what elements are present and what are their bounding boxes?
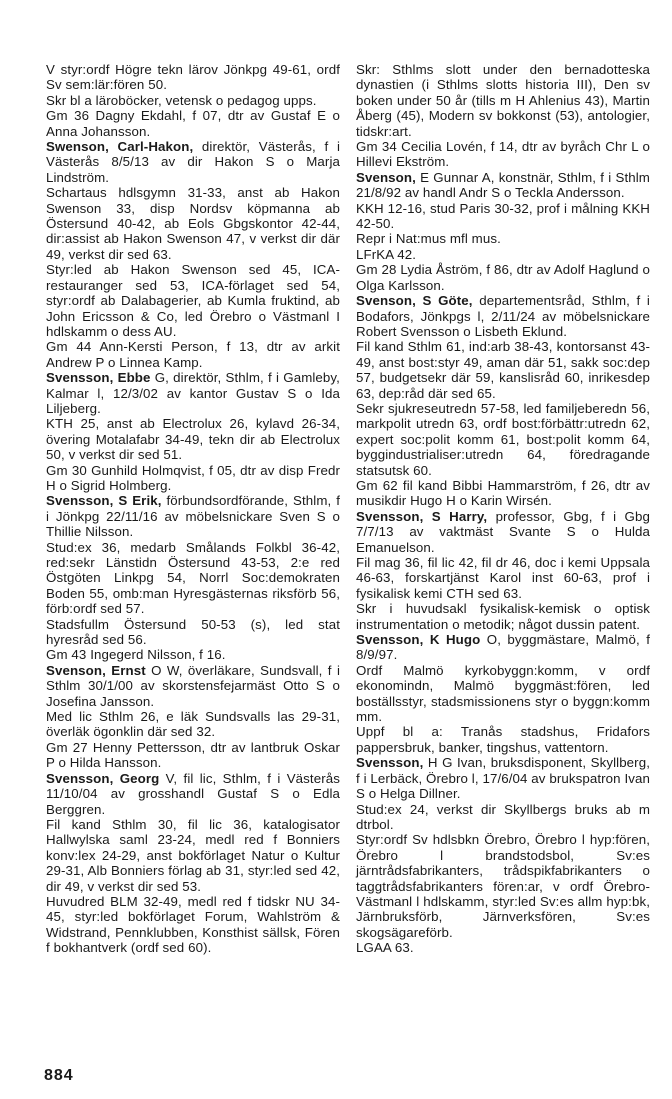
entry-paragraph: [356, 555, 650, 601]
entry-text: E Gunnar A, konstnär, Sthlm, f i Sthlm 21/8/92 av handl Andr S o Teckla Andersson.: [356, 169, 650, 201]
entry-text: O, byggmästare, Malmö, f 8/9/97.: [356, 632, 650, 663]
entry-text: V styr:ordf Högre tekn lärov Jönkpg 49-61, ordf Sv sem:lär:fören 50.: [46, 62, 340, 93]
entry-paragraph: [46, 540, 340, 617]
entry-paragraph: [356, 339, 650, 401]
entry-text: Gm 62 fil kand Bibbi Hammarström, f 26, dtr av musikdir Hugo H o Karin Wirsén.: [356, 477, 650, 509]
entry-text: Fil mag 36, fil lic 42, fil dr 46, doc i kemi Uppsala 46-63, forskartjänst Karol inst 60-63, prof i fysikalisk kemi CTH sed 63.: [356, 555, 650, 601]
entry-text: V, fil lic, Sthlm, f i Västerås 11/10/04 av grosshandl Gustaf S o Edla Berggren.: [46, 770, 340, 817]
entry-text: Gm 27 Henny Pettersson, dtr av lantbruk Oskar P o Hilda Hansson.: [46, 739, 340, 771]
entry-paragraph: [356, 802, 650, 833]
entry-paragraph: [356, 62, 650, 139]
entry-text: Gm 34 Cecilia Lovén, f 14, dtr av byråch Chr L o Hillevi Ekström.: [356, 139, 650, 170]
entry-heading: Svenson, S Göte,: [356, 293, 473, 309]
entry-text: Stud:ex 24, verkst dir Skyllbergs bruks ab m dtrbol.: [356, 801, 650, 832]
entry-text: Gm 43 Ingegerd Nilsson, f 16.: [46, 647, 226, 663]
entry-paragraph: [356, 170, 650, 201]
entry-paragraph: [46, 339, 340, 370]
entry-text: KTH 25, anst ab Electrolux 26, kylavd 26-34, övering Motalafabr 34-49, tekn dir ab Electrolux 50, v verkst dir sed 51.: [46, 416, 340, 463]
entry-heading: Svensson, K Hugo: [356, 632, 481, 648]
entry-text: Stud:ex 36, medarb Smålands Folkbl 36-42, red:sekr Länstidn Östersund 43-53, 2:e red Östgöten Linkpg 54, Norrl Soc:demokraten Boden 55, omb:man Hyresgästernas riksförb 56, förb:ordf sed 57.: [46, 539, 340, 617]
entry-paragraph: [46, 262, 340, 339]
entry-paragraph: [46, 463, 340, 494]
entry-text: Uppf bl a: Tranås stadshus, Fridafors pappersbruk, banker, tingshus, vattentorn.: [356, 724, 650, 755]
entry-paragraph: [356, 663, 650, 725]
entry-paragraph: [356, 478, 650, 509]
entry-heading: Svensson,: [356, 755, 424, 771]
entry-paragraph: [356, 755, 650, 801]
entry-paragraph: [46, 740, 340, 771]
entry-text: Fil kand Sthlm 30, fil lic 36, katalogisator Hallwylska saml 23-24, medl red f Bonniers konv:lex 24-29, anst bokförlaget Natur o Kultur 29-31, Alb Bonniers förlag ab 31, styr:led sed 42, dir 49, v verkst dir sed 53.: [46, 816, 340, 894]
entry-paragraph: [356, 247, 650, 262]
entry-paragraph: [356, 201, 650, 232]
entry-text: Repr i Nat:mus mfl mus.: [356, 231, 501, 247]
entry-text: direktör, Västerås, f i Västerås 8/5/13 av dir Hakon S o Marja Lindström.: [46, 139, 340, 185]
entry-paragraph: [356, 262, 650, 293]
entry-paragraph: [46, 647, 340, 662]
entry-text: Stadsfullm Östersund 50-53 (s), led stat hyresråd sed 56.: [46, 616, 340, 648]
entry-text: Skr: Sthlms slott under den bernadotteska dynastien (i Sthlms slotts historia III), Den sv boken under 50 år (tills m H Ahlenius 43), Martin Åberg (45), Modern sv bokkonst (53), antologier, tidskr:art.: [356, 62, 650, 139]
entry-paragraph: [46, 62, 340, 93]
entry-text: O W, överläkare, Sundsvall, f i Sthlm 30/1/00 av skorstensfejarmäst Otto S o Josefina Jansson.: [46, 662, 340, 709]
entry-paragraph: [356, 724, 650, 755]
entry-text: LFrKA 42.: [356, 246, 417, 262]
entry-paragraph: [46, 817, 340, 894]
entry-text: förbundsordförande, Sthlm, f i Jönkpg 22/11/16 av möbelsnickare Sven S o Thillie Nilsson.: [46, 493, 340, 540]
entry-paragraph: [46, 663, 340, 709]
entry-text: Gm 30 Gunhild Holmqvist, f 05, dtr av disp Fredr H o Sigrid Holmberg.: [46, 462, 340, 493]
entry-heading: Svensson, S Harry,: [356, 508, 488, 524]
entry-text: departementsråd, Sthlm, f i Bodafors, Jönkpgs l, 2/11/24 av möbelsnickare Robert Svensson o Lisbeth Eklund.: [356, 293, 650, 339]
entry-paragraph: [46, 139, 340, 185]
entry-paragraph: [46, 370, 340, 416]
entry-heading: Svenson, Ernst: [46, 662, 146, 678]
entry-paragraph: [356, 632, 650, 663]
entry-paragraph: [356, 601, 650, 632]
entry-paragraph: [356, 401, 650, 478]
entry-paragraph: [356, 231, 650, 246]
entry-text: Gm 28 Lydia Åström, f 86, dtr av Adolf Haglund o Olga Karlsson.: [356, 262, 650, 293]
left-column: [46, 62, 340, 956]
entry-paragraph: [356, 293, 650, 339]
page-number: 884: [44, 1067, 74, 1084]
entry-paragraph: [46, 93, 340, 108]
entry-text: Huvudred BLM 32-49, medl red f tidskr NU 34-45, styr:led bokförlaget Forum, Wahlström & Widstrand, Pennklubben, Konsthist sällsk, Fören f bokhantverk (ordf sed 60).: [46, 893, 340, 956]
entry-paragraph: [46, 493, 340, 539]
entry-text: LGAA 63.: [356, 940, 414, 956]
entry-text: Ordf Malmö kyrkobyggn:komm, v ordf ekonomindn, Malmö byggmäst:fören, led boställsstyr, stadsmissionens styr o byggn:komm mm.: [356, 662, 650, 725]
entry-text: Gm 44 Ann-Kersti Person, f 13, dtr av arkit Andrew P o Linnea Kamp.: [46, 339, 340, 370]
entry-heading: Swenson, Carl-Hakon,: [46, 139, 194, 155]
entry-text: G, direktör, Sthlm, f i Gamleby, Kalmar l, 12/3/02 av kantor Gustav S o Ida Liljeberg.: [46, 370, 340, 416]
entry-heading: Svensson, Ebbe: [46, 370, 151, 386]
entry-paragraph: [356, 832, 650, 940]
entry-heading: Svensson, Georg: [46, 770, 160, 786]
entry-paragraph: [356, 509, 650, 555]
entry-text: Styr:ordf Sv hdlsbkn Örebro, Örebro l hyp:fören, Örebro l brandstodsbol, Sv:es järntrådsfabrikanters, trådspikfabrikanters o taggtrådsfabrikanters fören:ar, v ordf Örebro-Västmanl l hdlskamm, styr:led Sv:es allm hyp:bk, Järnbruksförb, Järnverksfören, Sv:es skogsägareförb.: [356, 832, 650, 940]
entry-text: Med lic Sthlm 26, e läk Sundsvalls las 29-31, överläk ögonklin där sed 32.: [46, 709, 340, 740]
entry-paragraph: [356, 940, 650, 955]
entry-text: Sekr sjukreseutredn 57-58, led familjeberedn 56, markpolit utredn 63, ordf bost:förbättr:utredn 62, expert soc:polit komm 61, bost:polit komm 64, byggindustrialiser:utredn 64, föredragande statsutsk 60.: [356, 400, 650, 478]
entry-paragraph: [46, 709, 340, 740]
entry-text: Schartaus hdlsgymn 31-33, anst ab Hakon Swenson 33, disp Nordsv köpmanna ab Östersund 40-42, ab Eols Gbgskontor 42-44, dir:assist ab Hakon Swenson 47, v verkst dir där 49, verkst dir sed 63.: [46, 185, 340, 262]
entry-paragraph: [46, 416, 340, 462]
entry-text: Fil kand Sthlm 61, ind:arb 38-43, kontorsanst 43-49, anst bost:styr 49, aman där 51, sakk soc:dep 57, budgetsekr där 59, kanslisråd 60, inrikesdep 63, dep:råd där sed 65.: [356, 339, 650, 401]
right-column: [356, 62, 650, 956]
entry-paragraph: [46, 617, 340, 648]
entry-heading: Svenson,: [356, 169, 416, 185]
entry-paragraph: [356, 139, 650, 170]
entry-paragraph: [46, 108, 340, 139]
entry-text: Gm 36 Dagny Ekdahl, f 07, dtr av Gustaf E o Anna Johansson.: [46, 108, 340, 139]
entry-text: professor, Gbg, f i Gbg 7/7/13 av vaktmäst Svante S o Hulda Emanuelson.: [356, 508, 650, 555]
entry-text: Skr i huvudsakl fysikalisk-kemisk o optisk instrumentation o metodik; något dussin patent.: [356, 601, 650, 632]
entry-text: H G Ivan, bruksdisponent, Skyllberg, f i Lerbäck, Örebro l, 17/6/04 av brukspatron Ivan S o Helga Dillner.: [356, 755, 650, 802]
entry-heading: Svensson, S Erik,: [46, 493, 162, 509]
entry-text: KKH 12-16, stud Paris 30-32, prof i målning KKH 42-50.: [356, 200, 650, 232]
entry-text: Skr bl a läroböcker, vetensk o pedagog upps.: [46, 92, 317, 108]
entry-paragraph: [46, 185, 340, 262]
entry-text: Styr:led ab Hakon Swenson sed 45, ICA-restauranger sed 53, ICA-förlaget sed 54, styr:ordf ab Dalabagerier, ab Kumla fruktind, ab John Ericsson & Co, led Örebro o Västmanl I hdlskamm o dess AU.: [46, 262, 340, 339]
entry-paragraph: [46, 771, 340, 817]
entry-paragraph: [46, 894, 340, 956]
